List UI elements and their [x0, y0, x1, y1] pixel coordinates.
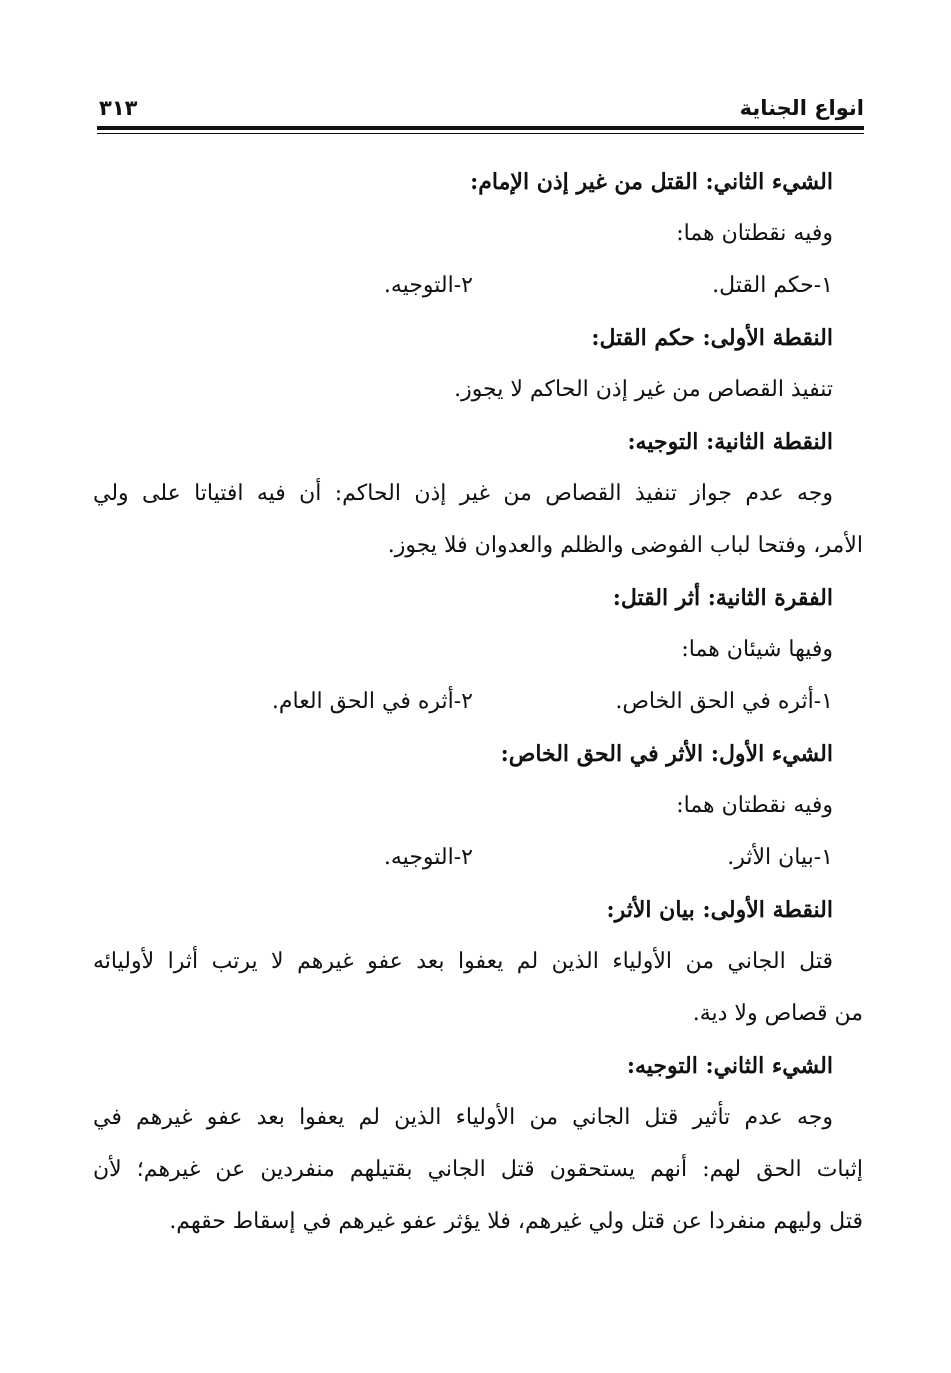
paragraph-line: وفيها شيئان هما: [681, 637, 833, 662]
list-line [93, 260, 863, 312]
paragraph-line: قتل الجاني من الأولياء الذين لم يعفوا بعد عفو غيرهم لا يرتب أثرا لأوليائه [93, 949, 833, 974]
paragraph-line: من قصاص ولا دية. [692, 1001, 863, 1026]
header-rule-thick [97, 126, 864, 130]
list-item: ٢-التوجيه. [383, 273, 473, 298]
running-header [97, 94, 864, 128]
list-item: ٢-التوجيه. [383, 845, 473, 870]
section-heading: الشيء الثاني: القتل من غير إذن الإمام: [470, 169, 833, 195]
header-title: انواع الجناية [739, 96, 864, 120]
section-heading: الشيء الأول: الأثر في الحق الخاص: [500, 741, 833, 767]
page-body [93, 156, 863, 1248]
paragraph-line: وجه عدم تأثير قتل الجاني من الأولياء الذين لم يعفوا بعد عفو غيرهم في [93, 1105, 833, 1130]
paragraph-line: وفيه نقطتان هما: [676, 793, 833, 818]
paragraph-line: الأمر، وفتحا لباب الفوضى والظلم والعدوان فلا يجوز. [387, 533, 863, 558]
section-heading: النقطة الأولى: حكم القتل: [591, 325, 833, 351]
paragraph-line: قتل وليهم منفردا عن قتل ولي غيرهم، فلا يؤثر عفو غيرهم في إسقاط حقهم. [169, 1209, 863, 1234]
section-heading: النقطة الأولى: بيان الأثر: [606, 897, 833, 923]
list-item: ٢-أثره في الحق العام. [271, 689, 473, 714]
paragraph-line: تنفيذ القصاص من غير إذن الحاكم لا يجوز. [454, 377, 833, 402]
section-heading: النقطة الثانية: التوجيه: [627, 429, 833, 455]
list-line [93, 676, 863, 728]
list-line [93, 832, 863, 884]
section-heading: الشيء الثاني: التوجيه: [626, 1053, 833, 1079]
section-heading: الفقرة الثانية: أثر القتل: [612, 585, 833, 611]
list-item: ١-حكم القتل. [712, 273, 833, 298]
list-item: ١-أثره في الحق الخاص. [615, 689, 833, 714]
paragraph-line: وفيه نقطتان هما: [676, 221, 833, 246]
paragraph-line: إثبات الحق لهم: أنهم يستحقون قتل الجاني بقتيلهم منفردين عن غيرهم؛ لأن [93, 1157, 863, 1182]
list-item: ١-بيان الأثر. [727, 845, 833, 870]
page-number: ٣١٣ [99, 96, 138, 120]
paragraph-line: وجه عدم جواز تنفيذ القصاص من غير إذن الحاكم: أن فيه افتياتا على ولي [93, 481, 833, 506]
header-rule-thin [97, 133, 864, 134]
